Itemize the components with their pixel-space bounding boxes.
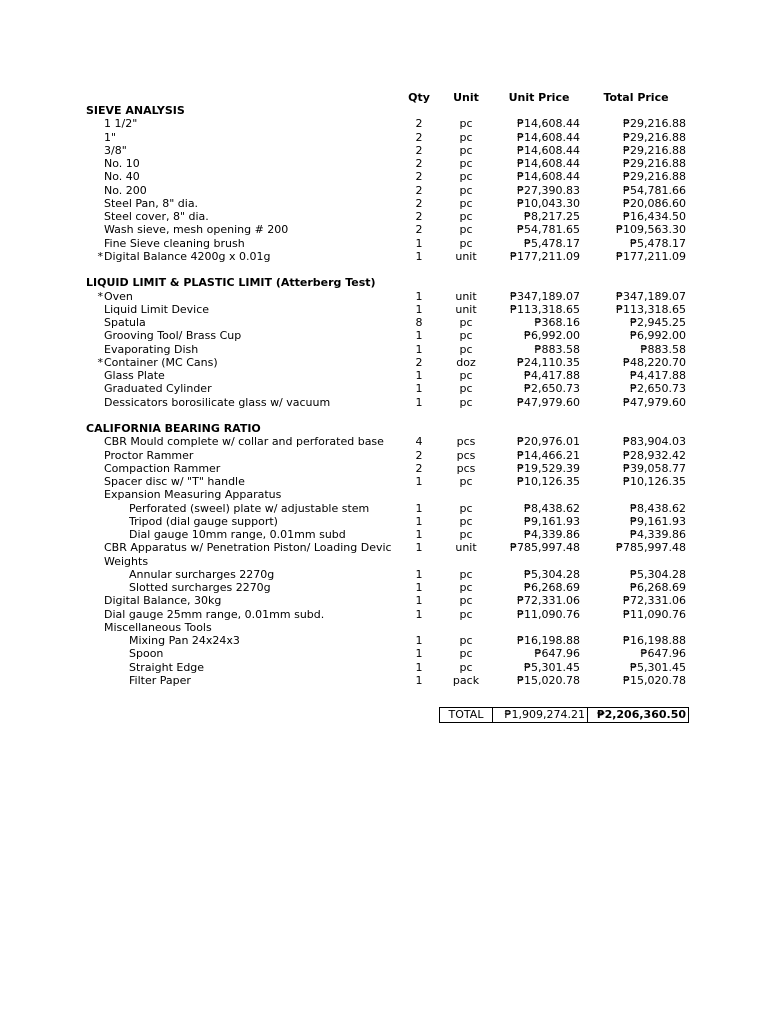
table-row <box>0 237 768 250</box>
item-unit: unit <box>455 541 477 555</box>
section-title: SIEVE ANALYSIS <box>86 104 185 117</box>
item-description: Mixing Pan 24x24x3 <box>129 634 240 647</box>
item-unit: pc <box>459 316 473 329</box>
item-qty: 1 <box>415 647 423 661</box>
item-unit-price: ₱5,304.28 <box>524 567 580 581</box>
item-description: CBR Mould complete w/ collar and perforated base <box>104 435 384 449</box>
table-row <box>0 316 768 329</box>
item-qty: 1 <box>415 673 423 687</box>
item-unit: pc <box>459 342 473 356</box>
item-description: Expansion Measuring Apparatus <box>104 488 282 502</box>
item-total-price: ₱29,216.88 <box>623 157 686 170</box>
header-unit-price: Unit Price <box>508 91 570 104</box>
item-unit-price: ₱8,217.25 <box>524 210 580 223</box>
item-unit: pc <box>459 183 473 197</box>
item-description: Annular surcharges 2270g <box>129 567 275 581</box>
asterisk-marker: * <box>97 355 103 369</box>
item-description: Dessicators borosilicate glass w/ vacuum <box>104 395 331 409</box>
item-description: Grooving Tool/ Brass Cup <box>104 329 242 343</box>
item-unit: pcs <box>456 461 476 475</box>
item-total-price: ₱6,268.69 <box>630 581 686 594</box>
item-qty: 1 <box>415 475 423 488</box>
item-total-price: ₱16,198.88 <box>623 634 686 647</box>
table-row <box>0 515 768 528</box>
item-qty: 1 <box>415 660 423 674</box>
section-heading-row <box>0 104 768 117</box>
item-total-price: ₱113,318.65 <box>616 302 686 316</box>
item-qty: 1 <box>415 342 423 356</box>
item-total-price: ₱6,992.00 <box>630 329 686 343</box>
item-unit: pc <box>459 382 473 396</box>
item-unit-price: ₱347,189.07 <box>510 289 580 303</box>
table-row <box>0 157 768 170</box>
item-qty: 1 <box>415 382 423 396</box>
item-unit: pc <box>459 594 473 608</box>
item-unit: pc <box>459 501 473 515</box>
table-row <box>0 647 768 660</box>
item-qty: 2 <box>415 196 423 210</box>
item-unit-price: ₱24,110.35 <box>517 355 580 369</box>
item-total-price: ₱347,189.07 <box>616 289 686 303</box>
item-description: Container (MC Cans) <box>104 355 218 369</box>
table-row <box>0 462 768 475</box>
item-unit: unit <box>455 302 477 316</box>
item-total-price: ₱29,216.88 <box>623 130 686 144</box>
item-qty: 1 <box>415 514 423 528</box>
item-unit-price: ₱4,417.88 <box>524 369 580 382</box>
item-qty: 2 <box>415 183 423 197</box>
item-total-price: ₱72,331.06 <box>623 594 686 608</box>
item-qty: 1 <box>415 289 423 303</box>
item-unit: unit <box>455 249 477 263</box>
table-row <box>0 568 768 581</box>
table-row <box>0 170 768 183</box>
table-row <box>0 674 768 687</box>
totals-box <box>439 707 689 723</box>
section-heading-row <box>0 422 768 435</box>
section-title: LIQUID LIMIT & PLASTIC LIMIT (Atterberg Test) <box>86 276 376 290</box>
item-unit-price: ₱15,020.78 <box>517 673 580 687</box>
item-qty: 2 <box>415 157 423 170</box>
item-description: Spacer disc w/ "T" handle <box>104 475 245 488</box>
item-description: Tripod (dial gauge support) <box>129 514 278 528</box>
item-description: No. 200 <box>104 183 147 197</box>
unit-price-sum: ₱1,909,274.21 <box>493 708 588 722</box>
item-total-price: ₱29,216.88 <box>623 143 686 157</box>
item-total-price: ₱5,304.28 <box>630 567 686 581</box>
item-qty: 2 <box>415 143 423 157</box>
item-unit-price: ₱785,997.48 <box>510 541 580 555</box>
item-description: CBR Apparatus w/ Penetration Piston/ Loading Devic <box>104 541 392 555</box>
item-unit-price: ₱5,301.45 <box>524 660 580 674</box>
item-description: Spatula <box>104 316 146 329</box>
item-unit-price: ₱54,781.65 <box>517 223 580 237</box>
item-qty: 1 <box>415 329 423 343</box>
table-row <box>0 621 768 634</box>
item-unit-price: ₱9,161.93 <box>524 514 580 528</box>
item-unit-price: ₱47,979.60 <box>517 395 580 409</box>
item-unit: pc <box>459 210 473 223</box>
item-qty: 2 <box>415 117 423 131</box>
header-qty: Qty <box>408 91 430 104</box>
item-total-price: ₱8,438.62 <box>630 501 686 515</box>
table-row <box>0 303 768 316</box>
header-total-price: Total Price <box>603 91 669 104</box>
item-total-price: ₱5,478.17 <box>630 236 686 250</box>
item-description: 1" <box>104 130 117 144</box>
table-row <box>0 634 768 647</box>
item-unit: pc <box>459 170 473 184</box>
table-row <box>0 356 768 369</box>
item-qty: 2 <box>415 355 423 369</box>
item-unit: pc <box>459 236 473 250</box>
asterisk-marker: * <box>97 249 103 263</box>
item-unit-price: ₱14,608.44 <box>517 130 580 144</box>
item-total-price: ₱83,904.03 <box>623 435 686 449</box>
table-row <box>0 555 768 568</box>
item-unit: pc <box>459 647 473 661</box>
table-row <box>0 382 768 395</box>
item-unit-price: ₱14,608.44 <box>517 170 580 184</box>
item-unit-price: ₱14,466.21 <box>517 448 580 462</box>
total-price-sum: ₱2,206,360.50 <box>596 708 686 721</box>
item-description: Graduated Cylinder <box>104 382 212 396</box>
item-total-price: ₱785,997.48 <box>616 541 686 555</box>
table-row <box>0 581 768 594</box>
item-qty: 1 <box>415 581 423 594</box>
item-unit-price: ₱2,650.73 <box>524 382 580 396</box>
item-unit-price: ₱10,043.30 <box>517 196 580 210</box>
item-description: 3/8" <box>104 143 127 157</box>
item-total-price: ₱4,339.86 <box>630 528 686 541</box>
table-row <box>0 528 768 541</box>
table-row <box>0 488 768 501</box>
item-unit-price: ₱113,318.65 <box>510 302 580 316</box>
item-description: Compaction Rammer <box>104 461 221 475</box>
item-description: Steel Pan, 8" dia. <box>104 196 199 210</box>
item-unit-price: ₱6,992.00 <box>524 329 580 343</box>
item-unit-price: ₱8,438.62 <box>524 501 580 515</box>
spacer-row <box>0 409 768 422</box>
item-qty: 2 <box>415 448 423 462</box>
table-row <box>0 502 768 515</box>
item-total-price: ₱29,216.88 <box>623 170 686 184</box>
item-unit-price: ₱6,268.69 <box>524 581 580 594</box>
item-description: No. 40 <box>104 170 140 184</box>
item-qty: 1 <box>415 594 423 608</box>
item-description: Oven <box>104 289 133 303</box>
item-total-price: ₱11,090.76 <box>623 607 686 621</box>
item-description: Dial gauge 25mm range, 0.01mm subd. <box>104 607 325 621</box>
table-row <box>0 449 768 462</box>
item-unit-price: ₱177,211.09 <box>510 249 580 263</box>
item-qty: 2 <box>415 210 423 223</box>
item-unit: pc <box>459 117 473 131</box>
table-row <box>0 223 768 236</box>
item-unit-price: ₱14,608.44 <box>517 143 580 157</box>
item-total-price: ₱48,220.70 <box>623 355 686 369</box>
item-unit: pc <box>459 514 473 528</box>
item-unit: doz <box>456 355 476 369</box>
item-description: Dial gauge 10mm range, 0.01mm subd <box>129 528 346 541</box>
item-description: Evaporating Dish <box>104 342 199 356</box>
item-total-price: ₱10,126.35 <box>623 475 686 488</box>
section-title: CALIFORNIA BEARING RATIO <box>86 422 261 435</box>
item-description: Steel cover, 8" dia. <box>104 210 209 223</box>
total-label: TOTAL <box>440 708 493 722</box>
table-row <box>0 475 768 488</box>
table-row <box>0 608 768 621</box>
item-unit-price: ₱19,529.39 <box>517 461 580 475</box>
item-qty: 1 <box>415 501 423 515</box>
item-qty: 8 <box>415 316 423 329</box>
item-unit-price: ₱5,478.17 <box>524 236 580 250</box>
item-qty: 1 <box>415 249 423 263</box>
item-unit-price: ₱20,976.01 <box>517 435 580 449</box>
item-qty: 2 <box>415 170 423 184</box>
asterisk-marker: * <box>97 289 103 303</box>
item-unit: pc <box>459 660 473 674</box>
item-qty: 1 <box>415 541 423 555</box>
table-row <box>0 329 768 342</box>
item-unit: pc <box>459 223 473 237</box>
item-unit: pc <box>459 157 473 170</box>
item-unit: pc <box>459 329 473 343</box>
table-row <box>0 117 768 130</box>
item-description: Slotted surcharges 2270g <box>129 581 271 594</box>
item-unit: pc <box>459 581 473 594</box>
item-unit: pc <box>459 130 473 144</box>
item-total-price: ₱2,650.73 <box>630 382 686 396</box>
item-qty: 1 <box>415 634 423 647</box>
table-row <box>0 369 768 382</box>
item-unit: pc <box>459 567 473 581</box>
item-total-price: ₱109,563.30 <box>616 223 686 237</box>
table-row <box>0 435 768 448</box>
item-unit: pc <box>459 634 473 647</box>
table-row <box>0 594 768 607</box>
item-qty: 1 <box>415 607 423 621</box>
item-unit-price: ₱883.58 <box>534 342 580 356</box>
item-qty: 1 <box>415 567 423 581</box>
item-description: Digital Balance, 30kg <box>104 594 222 608</box>
item-qty: 1 <box>415 236 423 250</box>
header-unit: Unit <box>453 91 479 104</box>
item-description: Filter Paper <box>129 673 191 687</box>
table-row <box>0 210 768 223</box>
item-unit: pcs <box>456 435 476 449</box>
item-description: Miscellaneous Tools <box>104 620 212 634</box>
item-description: No. 10 <box>104 157 140 170</box>
item-unit-price: ₱14,608.44 <box>517 157 580 170</box>
item-unit-price: ₱16,198.88 <box>517 634 580 647</box>
item-description: Straight Edge <box>129 660 205 674</box>
item-total-price: ₱883.58 <box>640 342 686 356</box>
item-unit: pc <box>459 607 473 621</box>
item-qty: 4 <box>415 435 423 449</box>
item-unit: pcs <box>456 448 476 462</box>
item-qty: 2 <box>415 223 423 237</box>
item-total-price: ₱647.96 <box>640 647 686 661</box>
item-description: Perforated (sweel) plate w/ adjustable stem <box>129 501 370 515</box>
table-row <box>0 250 768 263</box>
item-total-price: ₱5,301.45 <box>630 660 686 674</box>
item-description: Proctor Rammer <box>104 448 194 462</box>
item-unit-price: ₱647.96 <box>534 647 580 661</box>
item-unit: pc <box>459 196 473 210</box>
table-row <box>0 144 768 157</box>
table-row <box>0 396 768 409</box>
item-description: Fine Sieve cleaning brush <box>104 236 245 250</box>
item-qty: 1 <box>415 302 423 316</box>
item-description: Digital Balance 4200g x 0.01g <box>104 249 271 263</box>
table-row <box>0 661 768 674</box>
item-unit-price: ₱14,608.44 <box>517 117 580 131</box>
item-total-price: ₱9,161.93 <box>630 514 686 528</box>
item-unit: pc <box>459 528 473 541</box>
item-unit: pc <box>459 369 473 382</box>
item-total-price: ₱47,979.60 <box>623 395 686 409</box>
item-total-price: ₱20,086.60 <box>623 196 686 210</box>
item-total-price: ₱28,932.42 <box>623 448 686 462</box>
section-heading-row <box>0 276 768 289</box>
item-description: Wash sieve, mesh opening # 200 <box>104 223 289 237</box>
item-unit: unit <box>455 289 477 303</box>
item-qty: 1 <box>415 395 423 409</box>
item-total-price: ₱4,417.88 <box>630 369 686 382</box>
item-unit: pc <box>459 475 473 488</box>
table-row <box>0 343 768 356</box>
table-row <box>0 541 768 554</box>
table-row <box>0 290 768 303</box>
item-unit-price: ₱11,090.76 <box>517 607 580 621</box>
item-total-price: ₱16,434.50 <box>623 210 686 223</box>
item-total-price: ₱15,020.78 <box>623 673 686 687</box>
item-unit-price: ₱368.16 <box>534 316 580 329</box>
item-description: Spoon <box>129 647 164 661</box>
item-description: Glass Plate <box>104 369 165 382</box>
table-row <box>0 131 768 144</box>
item-total-price: ₱54,781.66 <box>623 183 686 197</box>
item-description: 1 1/2" <box>104 117 138 131</box>
item-qty: 1 <box>415 369 423 382</box>
item-qty: 1 <box>415 528 423 541</box>
item-unit: pc <box>459 143 473 157</box>
item-qty: 2 <box>415 461 423 475</box>
item-unit: pc <box>459 395 473 409</box>
table-row <box>0 184 768 197</box>
item-total-price: ₱2,945.25 <box>630 316 686 329</box>
item-total-price: ₱177,211.09 <box>616 249 686 263</box>
item-description: Liquid Limit Device <box>104 302 210 316</box>
spacer-row <box>0 263 768 276</box>
item-description: Weights <box>104 554 149 568</box>
item-unit-price: ₱4,339.86 <box>524 528 580 541</box>
item-unit-price: ₱27,390.83 <box>517 183 580 197</box>
table-row <box>0 197 768 210</box>
item-qty: 2 <box>415 130 423 144</box>
item-total-price: ₱29,216.88 <box>623 117 686 131</box>
item-unit-price: ₱72,331.06 <box>517 594 580 608</box>
item-total-price: ₱39,058.77 <box>623 461 686 475</box>
item-unit-price: ₱10,126.35 <box>517 475 580 488</box>
item-unit: pack <box>452 673 480 687</box>
